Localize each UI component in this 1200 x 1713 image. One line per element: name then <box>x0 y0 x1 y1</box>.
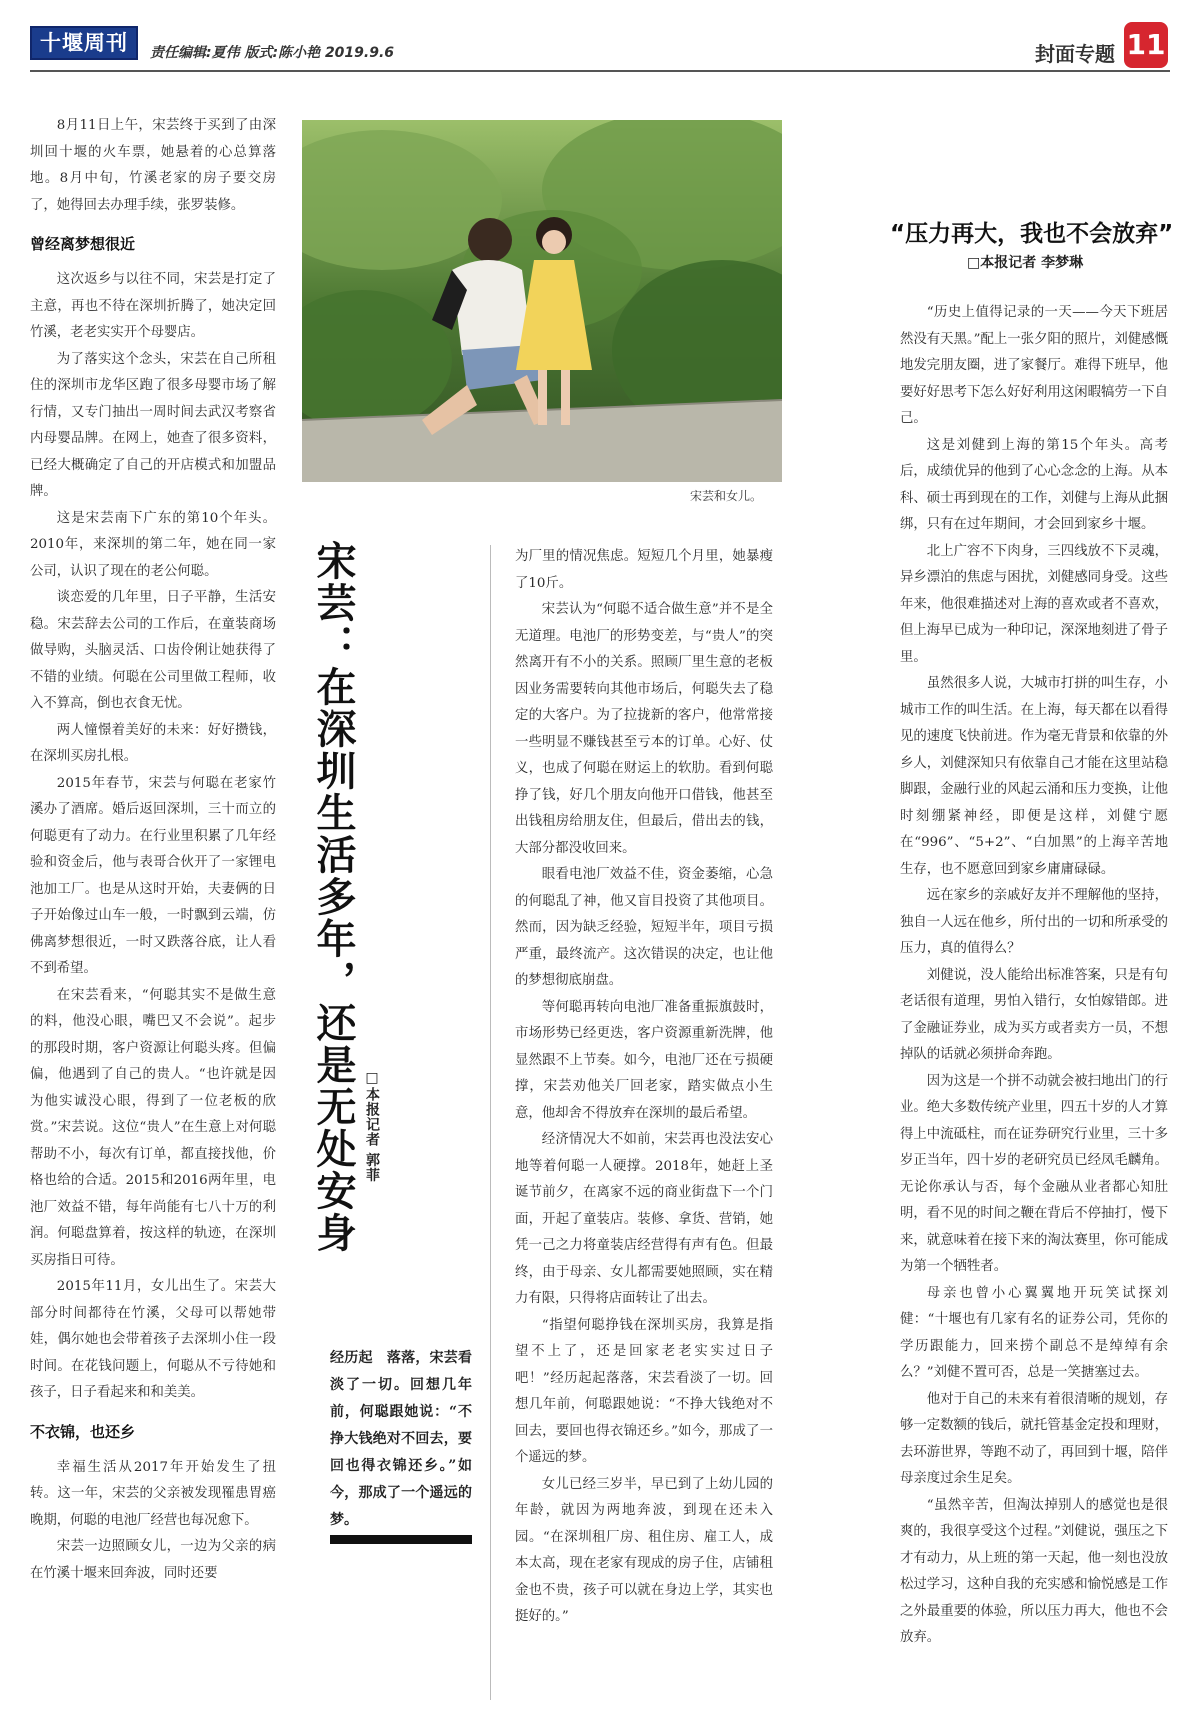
paragraph: 刘健说，没人能给出标准答案，只是有句老话很有道理，男怕入错行，女怕嫁错郎。进了金融证券业，成为买方或者卖方一员，不想掉队的话就必须拼命奔跑。 <box>900 967 1168 1062</box>
column-divider <box>490 545 491 1700</box>
article1-column-2 <box>515 544 773 1631</box>
page-number-badge: 11 <box>1124 22 1168 68</box>
paragraph: 8月11日上午，宋芸终于买到了由深圳回十堰的火车票，她悬着的心总算落地。8月中旬，竹溪老家的房子要交房了，她得回去办理手续，张罗装修。 <box>30 118 276 213</box>
paragraph: 他对于自己的未来有着很清晰的规划，存够一定数额的钱后，就托管基金定投和理财，去环游世界，等跑不动了，再回到十堰，陪伴母亲度过余生足矣。 <box>900 1391 1168 1486</box>
photo-mother-daughter <box>302 120 782 482</box>
subheading: 曾经离梦想很近 <box>30 235 136 253</box>
paragraph: 谈恋爱的几年里，日子平静，生活安稳。宋芸辞去公司的工作后，在童装商场做导购，头脑灵活、口齿伶俐让她获得了不错的业绩。何聪在公司里做工程师，收入不算高，倒也衣食无忧。 <box>30 590 276 711</box>
header-rule <box>30 70 1170 72</box>
paragraph: 幸福生活从2017年开始发生了扭转。这一年，宋芸的父亲被发现罹患胃癌晚期，何聪的电池厂经营也每况愈下。 <box>30 1459 276 1528</box>
paragraph: 在宋芸看来，“何聪其实不是做生意的料，他没心眼，嘴巴又不会说”。起步的那段时期，客户资源让何聪头疼。但偏偏，他遇到了自己的贵人。“也许就是因为他实诚没心眼，得到了一位老板的欣赏。”宋芸说。这位“贵人”在生意上对何聪帮助不小，每次有订单，都直接找他，价格也给的合适。2015和2016两年里，电池厂效益不错，每年尚能有七八十万的利润。何聪盘算着，按这样的轨迹，在深圳买房指日可待。 <box>30 987 276 1268</box>
pull-quote: 经历起 落落，宋芸看淡了一切。回想几年前，何聪跟她说：“不挣大钱绝对不回去，要回也得衣锦还乡。”如今，那成了一个遥远的梦。 <box>330 1350 472 1528</box>
article-photo <box>302 120 782 482</box>
paragraph: 为厂里的情况焦虑。短短几个月里，她暴瘦了10斤。 <box>515 549 773 591</box>
paragraph: 为了落实这个念头，宋芸在自己所租住的深圳市龙华区跑了很多母婴市场了解行情，又专门抽出一周时间去武汉考察省内母婴品牌。在网上，她查了很多资料，已经大概确定了自己的开店模式和加盟品牌。 <box>30 351 276 499</box>
paragraph: 因为这是一个拼不动就会被扫地出门的行业。绝大多数传统产业里，四五十岁的人才算得上中流砥柱，而在证券研究行业里，三十多岁正当年，四十岁的老研究员已经凤毛麟角。无论你承认与否，每个金融从业者都心知肚明，看不见的时间之鞭在背后不停抽打，慢下来，就意味着在接下来的淘汰赛里，你可能成为第一个牺牲者。 <box>900 1073 1168 1274</box>
pull-quote-bar <box>330 1535 472 1544</box>
paragraph: 2015年11月，女儿出生了。宋芸大部分时间都待在竹溪，父母可以帮她带娃，偶尔她也会带着孩子去深圳小住一段时间。在花钱问题上，何聪从不亏待她和孩子，日子看起来和和美美。 <box>30 1279 276 1400</box>
paragraph: “指望何聪挣钱在深圳买房，我算是指望不上了，还是回家老老实实过日子吧！”经历起起落落，宋芸看淡了一切。回想几年前，何聪跟她说：“不挣大钱绝对不回去，要回也得衣锦还乡。”如今，那成了一个遥远的梦。 <box>515 1317 773 1465</box>
article1-byline: □本报记者 郭菲 <box>364 1070 380 1183</box>
paragraph: 宋芸一边照顾女儿，一边为父亲的病在竹溪十堰来回奔波，同时还要 <box>30 1539 276 1581</box>
section-title: 封面专题 <box>1035 42 1115 66</box>
paragraph: “历史上值得记录的一天——今天下班居然没有天黑。”配上一张夕阳的照片，刘健感慨地发完朋友圈，进了家餐厅。难得下班早，他要好好思考下怎么好好利用这闲暇犒劳一下自己。 <box>900 305 1168 426</box>
paragraph: 这是刘健到上海的第15个年头。高考后，成绩优异的他到了心心念念的上海。从本科、硕士再到现在的工作，刘健与上海从此捆绑，只有在过年期间，才会回到家乡十堰。 <box>900 437 1168 532</box>
article1-headline: 宋芸：在深圳生活多年，还是无处安身 <box>310 540 356 1254</box>
paragraph: 北上广容不下肉身，三四线放不下灵魂，异乡漂泊的焦虑与困扰，刘健感同身受。这些年来，他很难描述对上海的喜欢或者不喜欢，但上海早已成为一种印记，深深地刻进了骨子里。 <box>900 543 1168 665</box>
paragraph: 虽然很多人说，大城市打拼的叫生存，小城市工作的叫生活。在上海，每天都在以看得见的速度飞快前进。作为毫无背景和依靠的外乡人，刘健深知只有依靠自己才能在这里站稳脚跟，金融行业的风起云涌和压力变换，让他时刻绷紧神经，即便是这样，刘健宁愿在“996”、“5+2”、“白加黑”的上海辛苦地生存，也不愿意回到家乡庸庸碌碌。 <box>900 676 1168 877</box>
article2-headline: “压力再大，我也不会放弃” <box>890 221 1174 247</box>
paragraph: 宋芸认为“何聪不适合做生意”并不是全无道理。电池厂的形势变差，与“贵人”的突然离开有不小的关系。照顾厂里生意的老板因业务需要转向其他市场后，何聪失去了稳定的大客户。为了拉拢新的客户，他常常接一些明显不赚钱甚至亏本的订单。心好、仗义，也成了何聪在财运上的软肋。看到何聪挣了钱，好几个朋友向他开口借钱，他甚至出钱租房给朋友住，但最后，借出去的钱，大部分都没收回来。 <box>515 602 773 856</box>
paragraph: 2015年春节，宋芸与何聪在老家竹溪办了酒席。婚后返回深圳，三十而立的何聪更有了动力。在行业里积累了几年经验和资金后，他与表哥合伙开了一家锂电池加工厂。也是从这时开始，夫妻俩的日子开始像过山车一般，一时飘到云端，仿佛离梦想很近，一时又跌落谷底，让人看不到希望。 <box>30 775 276 976</box>
paragraph: 母亲也曾小心翼翼地开玩笑试探刘健：“十堰也有几家有名的证券公司，凭你的学历跟能力，回来捞个副总不是绰绰有余么？”刘健不置可否，总是一笑搪塞过去。 <box>900 1285 1168 1380</box>
photo-caption: 宋芸和女儿。 <box>690 489 763 503</box>
article2-column <box>900 300 1168 1652</box>
article2-byline: □本报记者 李梦琳 <box>967 255 1084 271</box>
paragraph: 女儿已经三岁半，早已到了上幼儿园的年龄，就因为两地奔波，到现在还未入园。“在深圳租厂房、租住房、雇工人，成本太高，现在老家有现成的房子住，店铺租金也不贵，孩子可以就在身边上学，其实也挺好的。” <box>515 1476 773 1624</box>
paragraph: 这次返乡与以往不同，宋芸是打定了主意，再也不待在深圳折腾了，她决定回竹溪，老老实实开个母婴店。 <box>30 272 276 340</box>
paragraph: “虽然辛苦，但淘汰掉别人的感觉也是很爽的，我很享受这个过程。”刘健说，强压之下才有动力，从上班的第一天起，他一刻也没放松过学习，这种自我的充实感和愉悦感是工作之外最重要的体验，所以压力再大，他也不会放弃。 <box>900 1497 1168 1645</box>
paragraph: 经济情况大不如前，宋芸再也没法安心地等着何聪一人硬撑。2018年，她赶上圣诞节前夕，在离家不远的商业街盘下一个门面，开起了童装店。装修、拿货、营销，她凭一己之力将童装店经营得有声有色。但最终，由于母亲、女儿都需要她照顾，实在精力有限，只得将店面转让了出去。 <box>515 1132 773 1306</box>
paragraph: 两人憧憬着美好的未来：好好攒钱，在深圳买房扎根。 <box>30 722 276 764</box>
article1-column-1 <box>30 113 276 1587</box>
subheading: 不衣锦，也还乡 <box>30 1422 136 1441</box>
paragraph: 眼看电池厂效益不佳，资金萎缩，心急的何聪乱了神，他又盲目投资了其他项目。然而，因为缺乏经验，短短半年，项目亏损严重，最终流产。这次错误的决定，也让他的梦想彻底崩盘。 <box>515 867 773 988</box>
paragraph: 这是宋芸南下广东的第10个年头。2010年，来深圳的第二年，她在同一家公司，认识了现在的老公何聪。 <box>30 510 276 579</box>
masthead-logo: 十堰周刊 <box>30 26 138 60</box>
paragraph: 远在家乡的亲戚好友并不理解他的坚持，独自一人远在他乡，所付出的一切和所承受的压力，真的值得么？ <box>900 888 1168 956</box>
editor-credits: 责任编辑:夏伟 版式:陈小艳 2019.9.6 <box>150 45 395 61</box>
paragraph: 等何聪再转向电池厂准备重振旗鼓时，市场形势已经更迭，客户资源重新洗牌，他显然跟不上节奏。如今，电池厂还在亏损硬撑，宋芸劝他关厂回老家，踏实做点小生意，他却舍不得放弃在深圳的最后希望。 <box>515 999 773 1121</box>
